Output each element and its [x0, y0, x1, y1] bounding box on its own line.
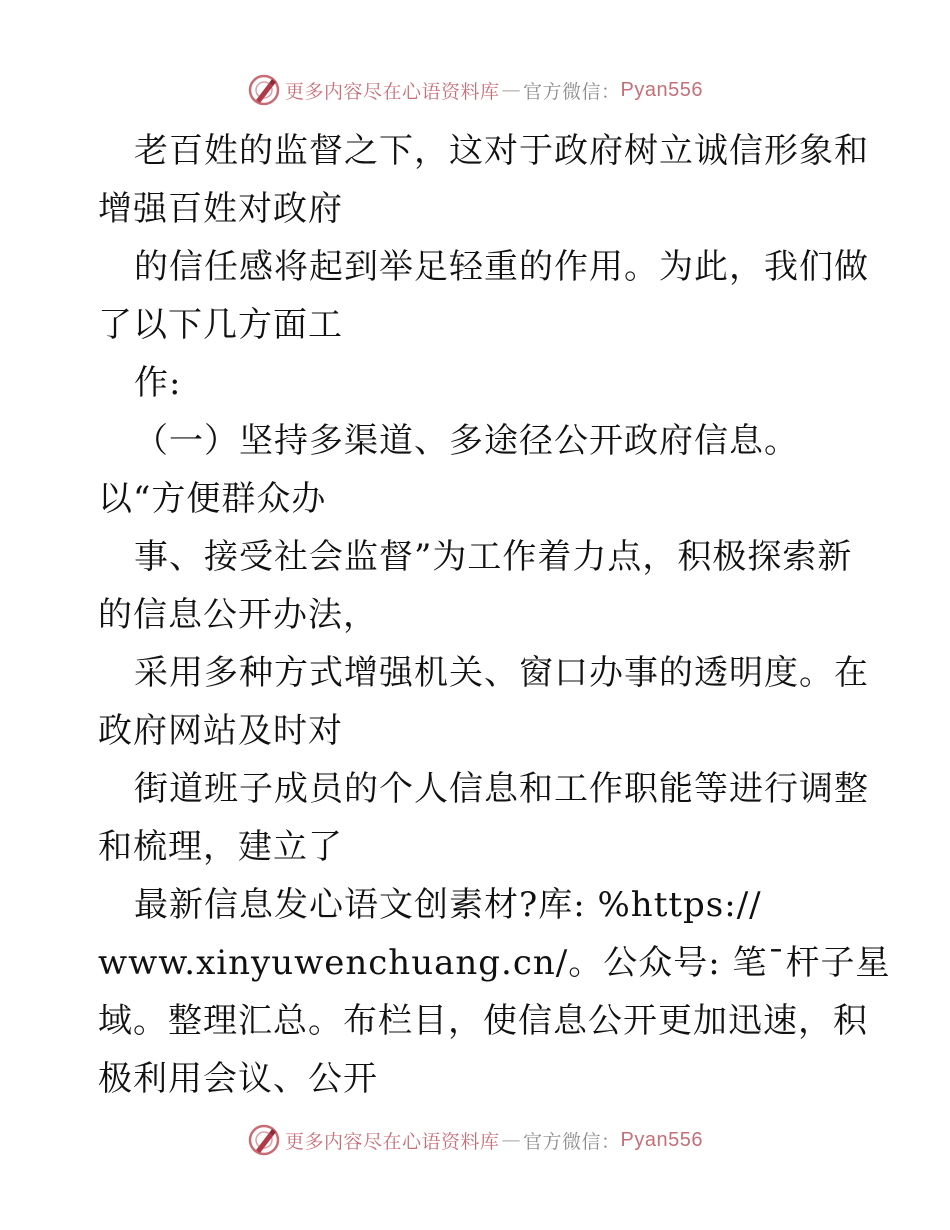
watermark-brand: 更多内容尽在心语资料库 [285, 80, 500, 103]
watermark-brand: 更多内容尽在心语资料库 [285, 1130, 500, 1153]
footer-watermark [0, 1120, 950, 1160]
watermark-wechat-id: Pyan556 [620, 1128, 703, 1151]
document-body [98, 122, 891, 1108]
text-line: 老百姓的监督之下，这对于政府树立诚信形象和 [134, 131, 869, 171]
text-line: 和梳理，建立了 [98, 827, 343, 867]
text-line: 了以下几方面工 [98, 305, 343, 345]
text-line: 事、接受社会监督”为工作着力点，积极探索新 [134, 537, 853, 577]
pen-logo-icon [247, 1123, 281, 1157]
watermark-separator: — [501, 1129, 522, 1151]
text-line: www.xinyuwenchuang.cn/。公众号: 笔¯杆子星 [98, 943, 891, 983]
pen-logo-icon [247, 73, 281, 107]
text-line: （一）坚持多渠道、多途径公开政府信息。 [134, 421, 799, 461]
text-line: 的信任感将起到举足轻重的作用。为此，我们做 [134, 247, 869, 287]
text-line: 域。整理汇总。布栏目，使信息公开更加迅速，积 [98, 1001, 868, 1041]
text-line: 极利用会议、公开 [98, 1059, 378, 1099]
header-watermark [0, 70, 950, 110]
watermark-wechat-id: Pyan556 [620, 78, 703, 101]
watermark-separator: — [501, 79, 522, 101]
text-line: 增强百姓对政府 [98, 189, 343, 229]
watermark-label: 官方微信： [523, 80, 621, 103]
text-line: 以“方便群众办 [98, 479, 327, 519]
text-line: 街道班子成员的个人信息和工作职能等进行调整 [134, 769, 869, 809]
text-line: 最新信息发心语文创素材?库: %https:// [134, 885, 762, 925]
text-line: 采用多种方式增强机关、窗口办事的透明度。在 [134, 653, 869, 693]
text-line: 作: [134, 363, 182, 403]
text-line: 政府网站及时对 [98, 711, 343, 751]
text-line: 的信息公开办法， [98, 595, 378, 635]
watermark-label: 官方微信： [523, 1130, 621, 1153]
